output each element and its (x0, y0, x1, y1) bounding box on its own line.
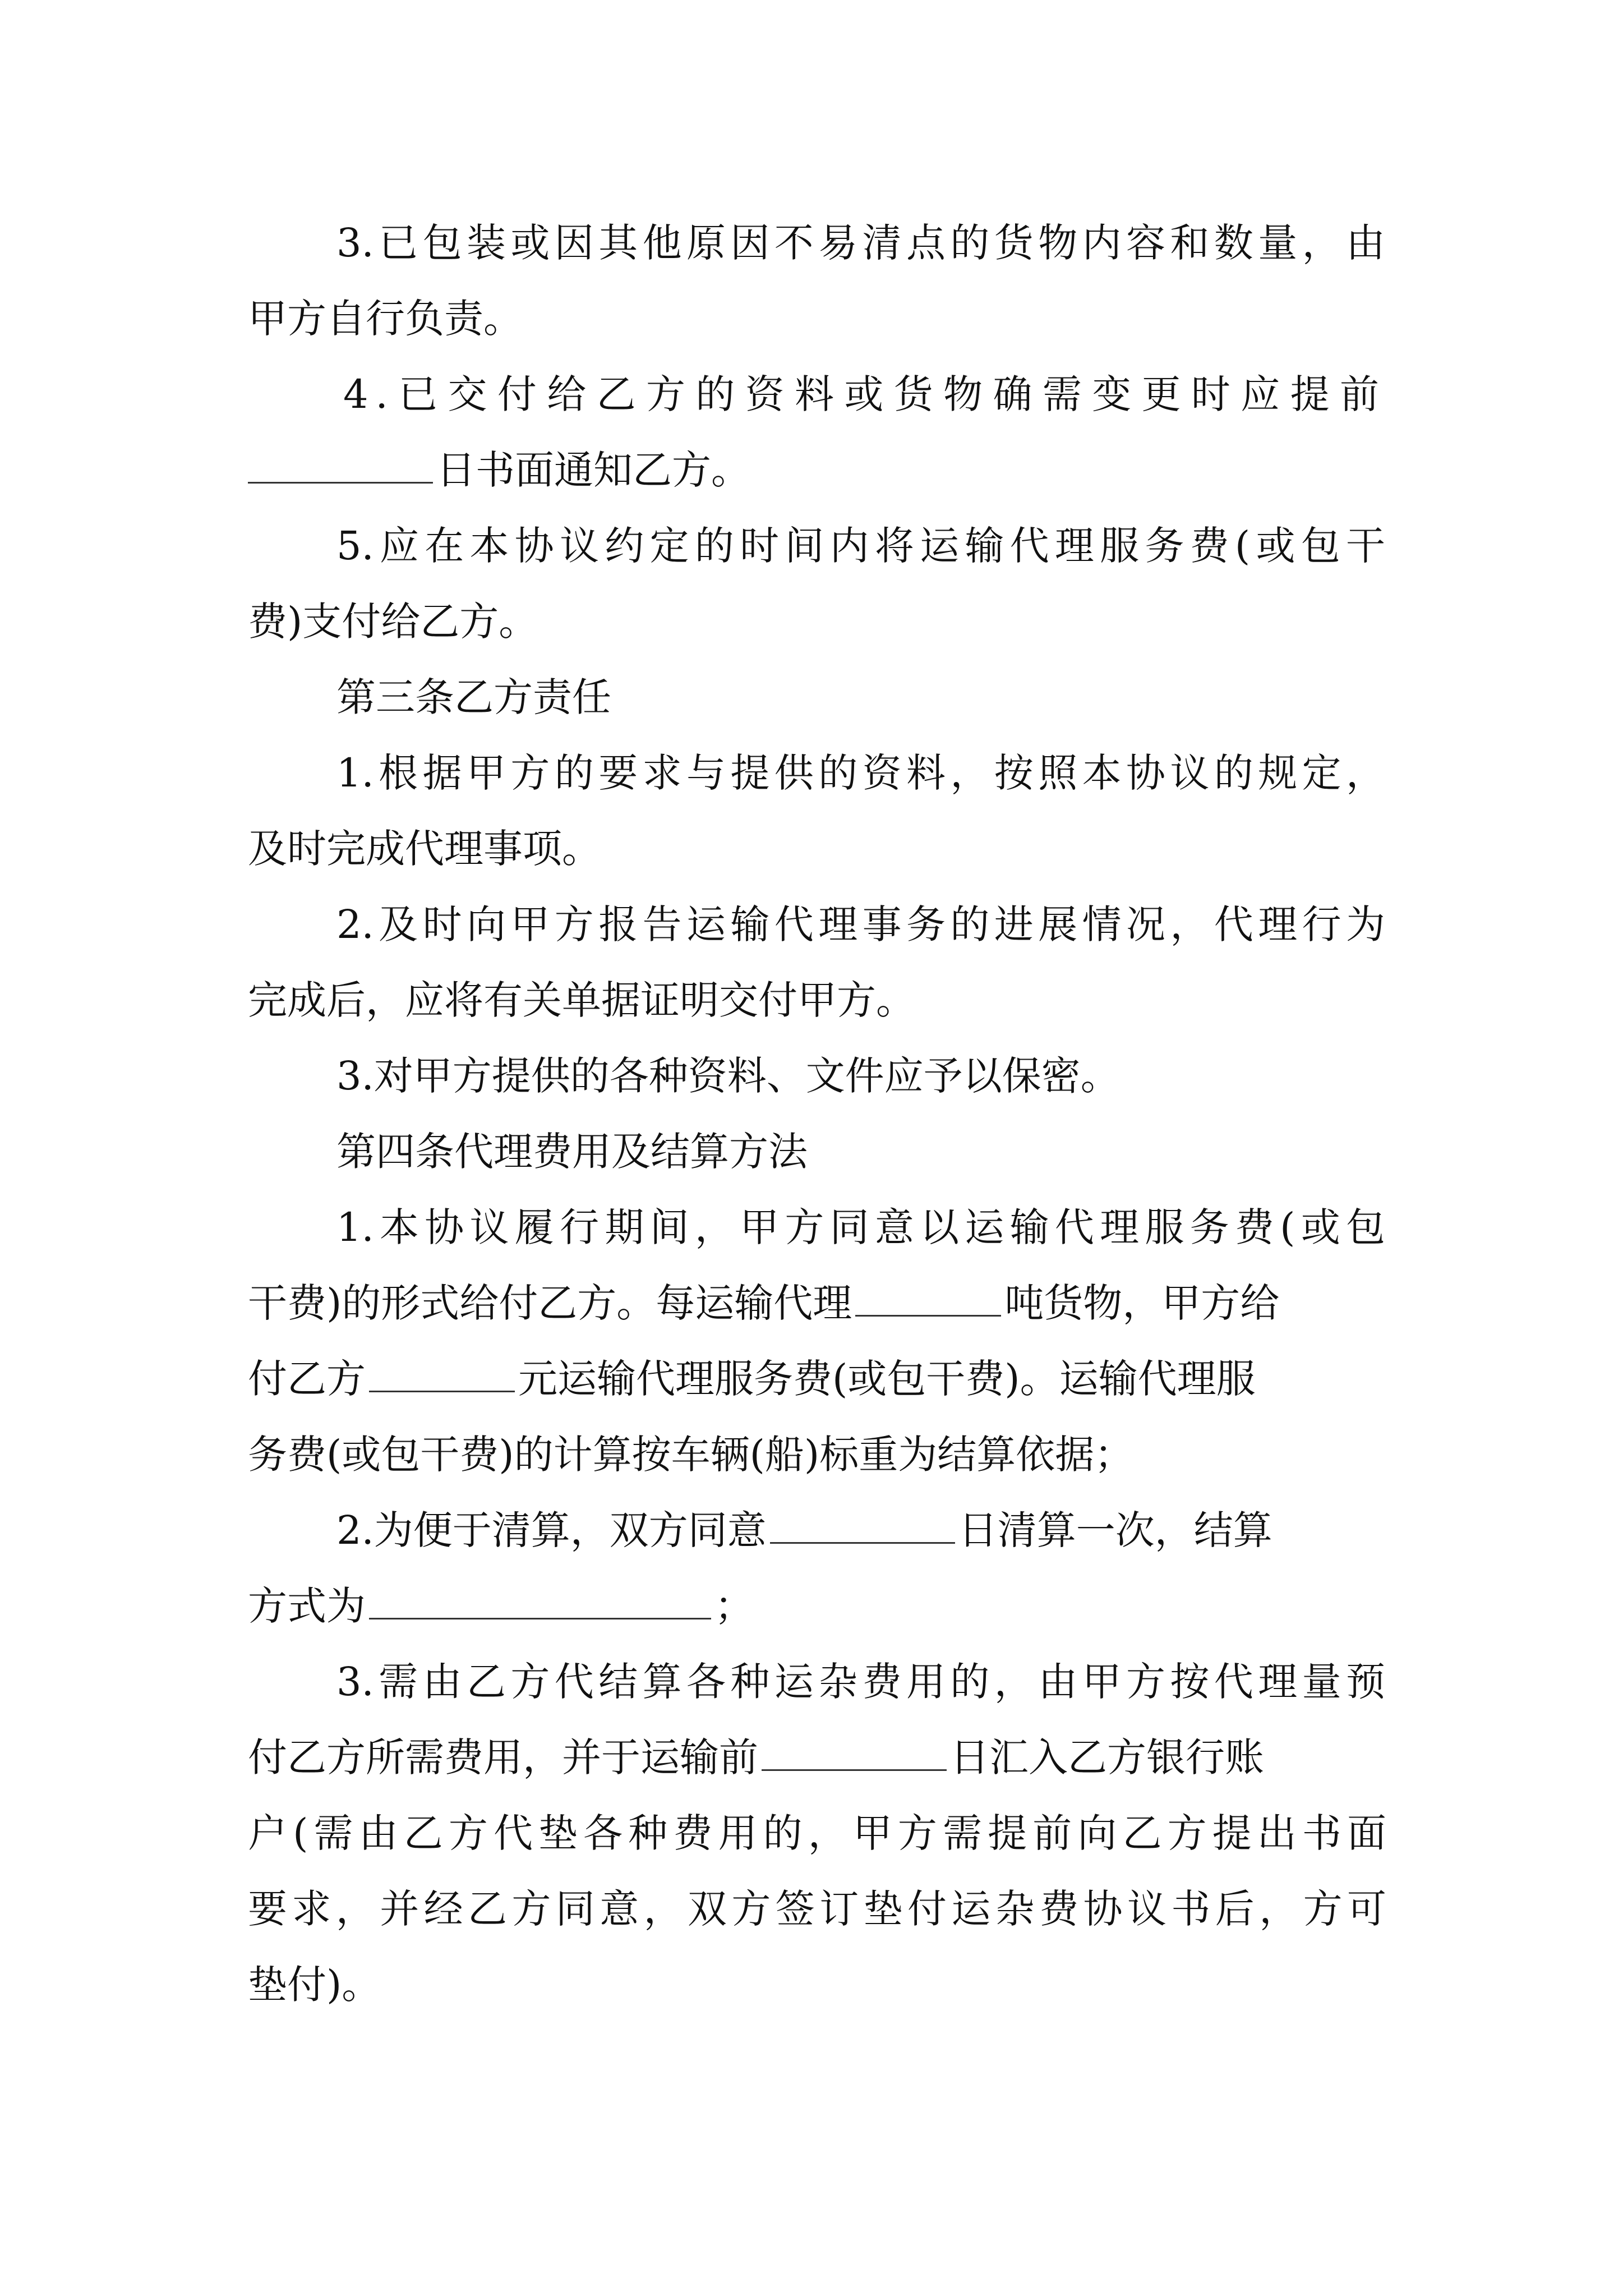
line-text: 吨货物，甲方给 (1004, 1280, 1280, 1326)
line-text: 干费)的形式给付乙方。每运输代理 (248, 1280, 852, 1326)
fill-in-blank[interactable] (855, 1276, 1001, 1317)
paragraph-line (248, 291, 1386, 347)
fill-in-blank[interactable] (248, 443, 433, 484)
heading-text: 第三条乙方责任 (336, 674, 611, 720)
paragraph-line (336, 1654, 1385, 1710)
line-text: 日书面通知乙方。 (436, 447, 750, 493)
paragraph-line (248, 1957, 1386, 2013)
paragraph-line (248, 1275, 1386, 1331)
fill-in-blank[interactable] (762, 1730, 947, 1771)
line-text: 垫付)。 (248, 1962, 381, 2008)
line-text: 付乙方 (248, 1356, 366, 1402)
paragraph-line (248, 821, 1386, 877)
paragraph-line (336, 745, 1385, 801)
paragraph-line (248, 593, 1386, 650)
line-text: 3.需由乙方代结算各种运杂费用的，由甲方按代理量预 (336, 1659, 1385, 1705)
line-text: 完成后，应将有关单据证明交付甲方。 (248, 977, 915, 1023)
line-text: 户(需由乙方代垫各种费用的，甲方需提前向乙方提出书面 (248, 1810, 1386, 1856)
paragraph-line (343, 366, 1386, 422)
line-text: ； (714, 1583, 754, 1629)
paragraph-line (248, 1805, 1386, 1861)
line-text: 费)支付给乙方。 (248, 599, 538, 645)
line-text: 甲方自行负责。 (248, 296, 523, 342)
paragraph-line (336, 518, 1385, 574)
paragraph-line (336, 1048, 1385, 1104)
line-text: 付乙方所需费用，并于运输前 (248, 1734, 758, 1780)
section-heading (336, 669, 1385, 725)
line-text: 务费(或包干费)的计算按车辆(船)标重为结算依据； (248, 1432, 1134, 1478)
line-text: 3.已包装或因其他原因不易清点的货物内容和数量，由 (336, 220, 1385, 266)
line-text: 1.根据甲方的要求与提供的资料，按照本协议的规定， (336, 750, 1385, 796)
paragraph-line (248, 1729, 1386, 1786)
line-text: 日清算一次，结算 (958, 1507, 1272, 1553)
heading-text: 第四条代理费用及结算方法 (336, 1129, 808, 1175)
line-text: 及时完成代理事项。 (248, 826, 601, 872)
paragraph-line (248, 1881, 1386, 1937)
section-heading (336, 1124, 1385, 1180)
fill-in-blank[interactable] (770, 1503, 955, 1544)
line-text: 3.对甲方提供的各种资料、文件应予以保密。 (336, 1053, 1120, 1099)
line-text: 1.本协议履行期间，甲方同意以运输代理服务费(或包 (336, 1204, 1385, 1250)
line-text: 5.应在本协议约定的时间内将运输代理服务费(或包干 (336, 523, 1385, 569)
line-text: 2.为便于清算，双方同意 (336, 1507, 767, 1553)
line-text: 2.及时向甲方报告运输代理事务的进展情况，代理行为 (336, 901, 1385, 947)
paragraph-line (336, 1502, 1385, 1558)
fill-in-blank[interactable] (369, 1579, 711, 1619)
paragraph-line (248, 1351, 1386, 1407)
paragraph-line (248, 1427, 1386, 1483)
paragraph-line (248, 1578, 1386, 1634)
paragraph-line (336, 896, 1385, 953)
line-text: 要求，并经乙方同意，双方签订垫付运杂费协议书后，方可 (248, 1886, 1386, 1932)
paragraph-line (248, 442, 1386, 498)
fill-in-blank[interactable] (369, 1351, 515, 1392)
line-text: 4.已交付给乙方的资料或货物确需变更时应提前 (343, 371, 1386, 417)
line-text: 元运输代理服务费(或包干费)。运输代理服 (518, 1356, 1256, 1402)
paragraph-line (336, 215, 1385, 271)
line-text: 方式为 (248, 1583, 366, 1629)
paragraph-line (248, 972, 1386, 1028)
line-text: 日汇入乙方银行账 (950, 1734, 1264, 1780)
paragraph-line (336, 1199, 1385, 1255)
